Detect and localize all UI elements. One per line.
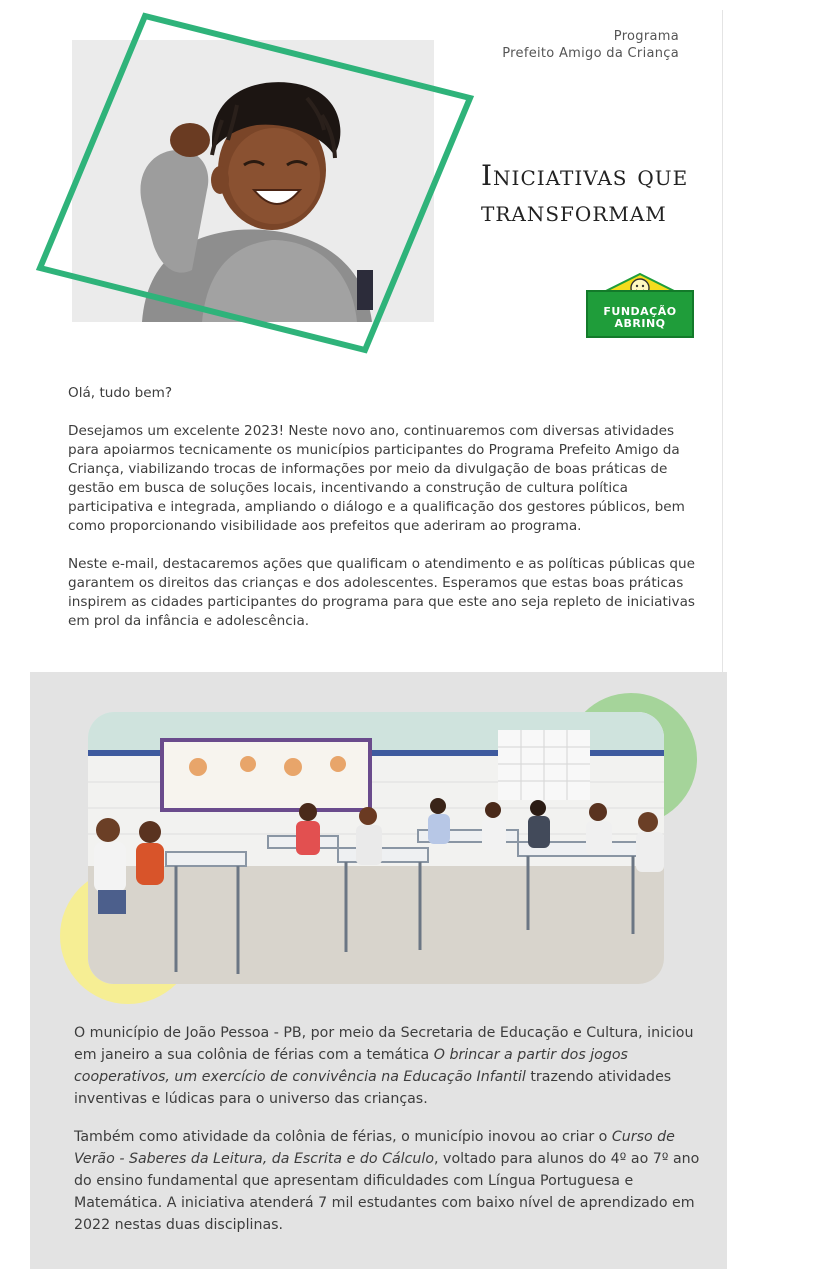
hero-frame-icon <box>0 0 480 360</box>
story-p1-text-b: trazendo atividades inventivas e lúdicas para o universo das crianças. <box>74 1069 672 1107</box>
story-p2-course: Curso de Verão - Saberes da Leitura, da Escrita e do Cálculo <box>74 1129 675 1167</box>
story-paragraph-1 <box>74 1022 704 1110</box>
logo-line1: FUNDAÇÃO <box>603 305 677 318</box>
headline-line2: transformam <box>481 195 667 228</box>
fundacao-abrinq-logo[interactable] <box>586 272 694 338</box>
story-p1-theme: O brincar a partir dos jogos cooperativos, um exercício de convivência na Educação Infantil <box>74 1047 628 1085</box>
story-p2-text-b: , voltado para alunos do 4º ao 7º ano do ensino fundamental que apresentam dificuldades com Língua Portuguesa e Matemática. A iniciativa atenderá 7 mil estudantes com baixo nível de aprendizado em 2022 nestas duas disciplinas. <box>74 1151 700 1233</box>
logo-text <box>586 306 694 330</box>
intro-paragraph-2: Neste e-mail, destacaremos ações que qualificam o atendimento e as políticas públicas que garantem os direitos das crianças e dos adolescentes. Esperamos que estas boas práticas inspirem as cidades participantes do programa para que este ano seja repleto de iniciativas em prol da infância e adolescência. <box>68 556 696 629</box>
classroom-photo <box>88 712 664 984</box>
intro-paragraph-1: Desejamos um excelente 2023! Neste novo ano, continuaremos com diversas atividades para apoiarmos tecnicamente os municípios participantes do Programa Prefeito Amigo da Criança, viabilizando trocas de informações por meio da divulgação de boas práticas de gestão em busca de soluções locais, incentivando a construção de cultura política participativa e integrada, ampliando o diálogo e a qualificação dos gestores públicos, bem como proporcionando visibilidade aos prefeitos que aderiram ao programa. <box>68 423 685 534</box>
classroom-illustration <box>88 712 664 984</box>
logo-line2: ABRINQ <box>614 317 666 330</box>
story-paragraph-2 <box>74 1126 704 1236</box>
intro-section <box>68 384 698 650</box>
story-section <box>74 1022 704 1252</box>
story-p2-text-a: Também como atividade da colônia de férias, o município inovou ao criar o <box>74 1129 612 1145</box>
card-divider <box>722 10 723 672</box>
story-p1-text-a: O município de João Pessoa - PB, por meio da Secretaria de Educação e Cultura, iniciou em janeiro a sua colônia de férias com a temática <box>74 1025 694 1063</box>
headline-line1: Iniciativas que <box>481 159 689 192</box>
program-label-line2: Prefeito Amigo da Criança <box>502 46 679 61</box>
program-label <box>502 28 679 62</box>
headline <box>481 158 711 230</box>
greeting: Olá, tudo bem? <box>68 385 173 401</box>
program-label-line1: Programa <box>613 29 679 44</box>
